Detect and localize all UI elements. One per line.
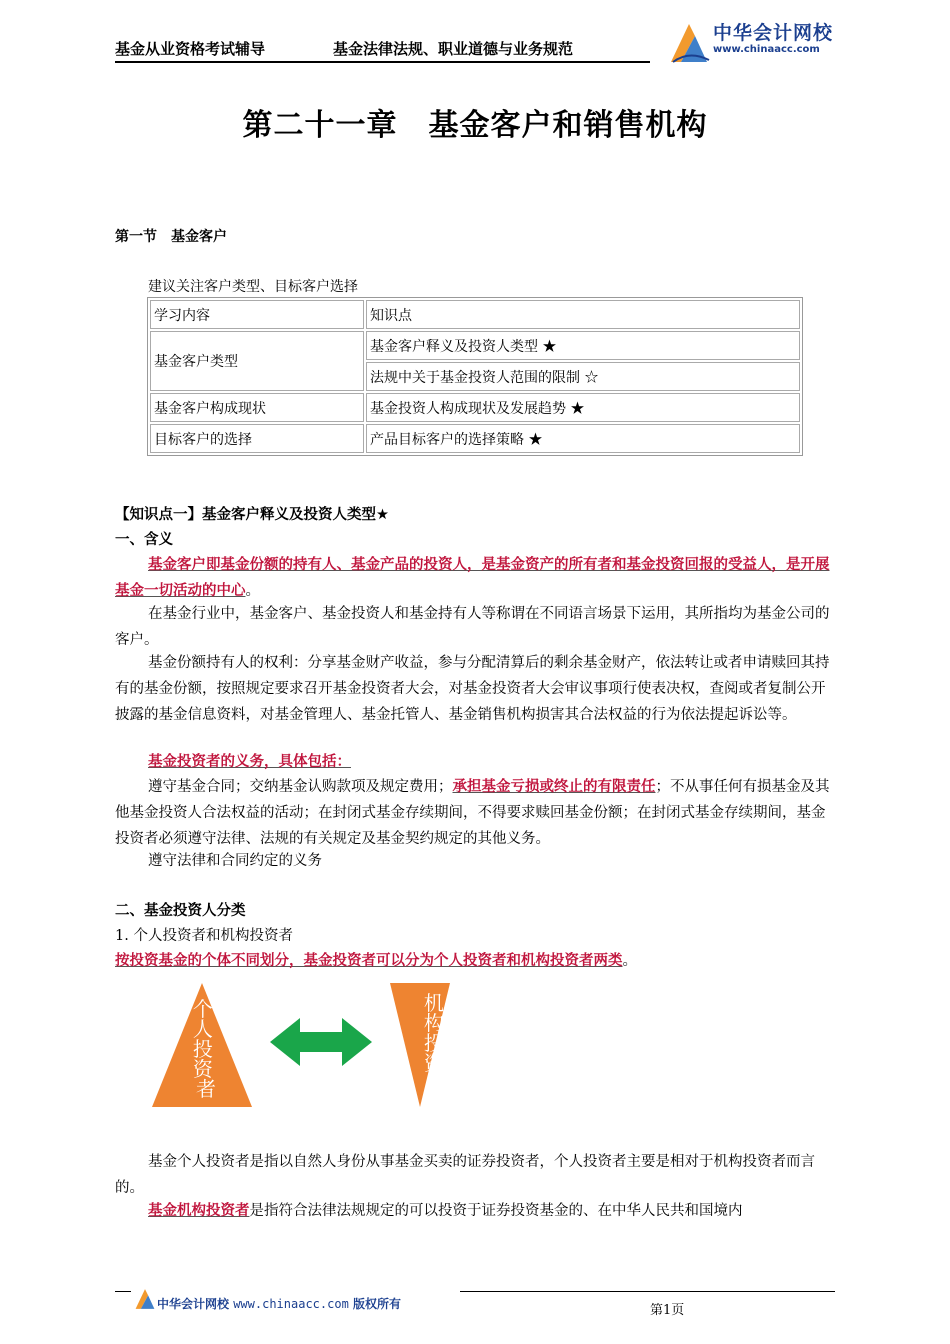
heading-meaning: 一、含义 — [115, 532, 173, 548]
chinaacc-logo — [667, 20, 847, 68]
footer-rule-left — [115, 1291, 131, 1292]
table-row — [150, 331, 800, 360]
table-cell-point: 基金投资人构成现状及发展趋势 ★ — [366, 393, 800, 422]
institutional-investor-label: 机 构 投 资 者 — [423, 991, 447, 1095]
study-suggestion: 建议关注客户类型、目标客户选择 — [148, 279, 358, 295]
subheading-individual-institutional: 1. 个人投资者和机构投资者 — [115, 928, 293, 944]
page-number: 第1页 — [650, 1303, 685, 1318]
table-cell-content: 基金客户类型 — [150, 331, 364, 391]
footer-logo-icon — [133, 1287, 157, 1311]
table-header-row — [150, 300, 800, 329]
table-cell-content: 基金客户构成现状 — [150, 393, 364, 422]
classification-paragraph — [115, 948, 835, 974]
logo-brand-text: 中华会计网校 — [713, 22, 834, 44]
footer-url: www.chinaacc.com — [233, 1297, 349, 1311]
table-cell-content: 目标客户的选择 — [150, 424, 364, 453]
individual-investor-label: 个 人 投 资 者 — [192, 997, 216, 1101]
table-cell-point: 基金客户释义及投资人类型 ★ — [366, 331, 800, 360]
page-footer — [115, 1285, 835, 1325]
institutional-investor-paragraph — [115, 1198, 835, 1224]
header-rule — [115, 61, 650, 63]
footer-rule-right — [460, 1291, 835, 1292]
duties-text-b: ；不从事任何有损基金及其他基金投资人合法权益的活动；在封闭式基金存续期间，不得要求赎回基金份额；在封闭式基金存续期间，基金投资者必须遵守法律、法规的有关规定及基金契约规定的其他义务。 — [115, 779, 830, 847]
knowledge-point-title: 【知识点一】基金客户释义及投资人类型★ — [115, 507, 389, 523]
table-row — [150, 424, 800, 453]
duties-summary: 遵守法律和合同约定的义务 — [148, 853, 322, 869]
footer-brand: 中华会计网校 — [157, 1297, 230, 1311]
classification-highlight: 按投资基金的个体不同划分，基金投资者可以分为个人投资者和机构投资者两类 — [115, 953, 623, 969]
heading-classification: 二、基金投资人分类 — [115, 903, 246, 919]
logo-url-text: www.chinaacc.com — [713, 44, 820, 55]
table-cell-point: 法规中关于基金投资人范围的限制 ☆ — [366, 362, 800, 391]
individual-investor-paragraph: 基金个人投资者是指以自然人身份从事基金买卖的证券投资者，个人投资者主要是相对于机构投资者而言的。 — [115, 1154, 815, 1196]
study-content-table — [147, 297, 803, 456]
page-header — [115, 22, 835, 62]
exchange-double-arrow — [270, 1018, 372, 1066]
terminology-paragraph: 在基金行业中，基金客户、基金投资人和基金持有人等称谓在不同语言场景下运用，其所指均为基金公司的客户。 — [115, 606, 830, 648]
chapter-title: 第二十一章 基金客户和销售机构 — [242, 108, 708, 143]
duties-highlight: 基金投资者的义务，具体包括： — [148, 754, 351, 770]
duties-highlight-liability: 承担基金亏损或终止的有限责任 — [452, 779, 656, 795]
definition-end: 。 — [245, 583, 260, 599]
footer-copyright — [157, 1295, 401, 1312]
duties-paragraph — [115, 774, 835, 852]
duties-heading — [115, 749, 835, 775]
header-subject-title: 基金法律法规、职业道德与业务规范 — [333, 40, 574, 58]
classification-end: 。 — [622, 953, 637, 969]
duties-text-a: 遵守基金合同；交纳基金认购款项及规定费用； — [148, 779, 453, 795]
institutional-text: 是指符合法律法规规定的可以投资于证券投资基金的、在中华人民共和国境内 — [249, 1203, 743, 1219]
table-header-cell: 学习内容 — [150, 300, 364, 329]
footer-rights: 版权所有 — [352, 1297, 401, 1311]
table-header-cell: 知识点 — [366, 300, 800, 329]
definition-highlight: 基金客户即基金份额的持有人、基金产品的投资人，是基金资产的所有者和基金投资回报的受益人，是开展基金一切活动的中心 — [115, 557, 830, 599]
section-title: 第一节 基金客户 — [115, 229, 227, 245]
holder-rights-paragraph: 基金份额持有人的权利：分享基金财产收益，参与分配清算后的剩余基金财产，依法转让或者申请赎回其持有的基金份额，按照规定要求召开基金投资者大会，对基金投资者大会审议事项行使表决权，查阅或者复制公开披露的基金信息资料，对基金管理人、基金托管人、基金销售机构损害其合法权益的行为依法提起诉讼等。 — [115, 655, 830, 723]
institutional-highlight: 基金机构投资者 — [148, 1203, 250, 1219]
table-cell-point: 产品目标客户的选择策略 ★ — [366, 424, 800, 453]
definition-paragraph — [115, 552, 835, 604]
investor-type-diagram — [150, 980, 470, 1112]
header-exam-title: 基金从业资格考试辅导 — [115, 40, 266, 58]
chinaacc-logo-icon — [667, 20, 711, 66]
table-row — [150, 393, 800, 422]
